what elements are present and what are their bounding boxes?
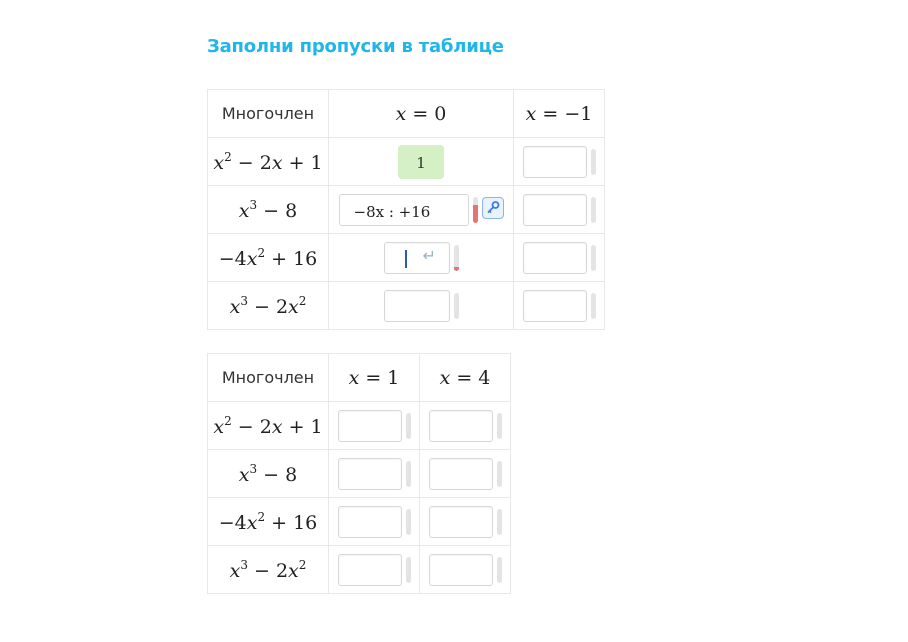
header-xm1-label: x = −1 — [525, 102, 593, 125]
table-row — [208, 282, 605, 330]
header-x0 — [329, 90, 514, 138]
answer-cell — [329, 186, 514, 234]
answer-input[interactable] — [338, 554, 402, 586]
page-title: Заполни пропуски в таблице — [207, 36, 504, 57]
error-status-bar — [473, 197, 478, 223]
polynomial-cell — [208, 498, 329, 546]
answer-cell — [329, 402, 420, 450]
answer-input[interactable] — [384, 290, 450, 322]
table-row — [208, 186, 605, 234]
answer-cell — [514, 234, 605, 282]
input-status-bar — [497, 509, 502, 535]
key-button[interactable] — [482, 197, 504, 219]
table-row — [208, 234, 605, 282]
table-1-header-row — [208, 90, 605, 138]
input-status-bar — [497, 461, 502, 487]
header-x0-label: x = 0 — [395, 102, 447, 125]
table-row — [208, 498, 511, 546]
header-polynomial — [208, 354, 329, 402]
answer-cell — [420, 498, 511, 546]
header-polynomial — [208, 90, 329, 138]
enter-icon[interactable]: ↵ — [422, 245, 436, 265]
polynomial-cell — [208, 138, 329, 186]
input-status-bar — [497, 413, 502, 439]
table-row — [208, 138, 605, 186]
header-xm1 — [514, 90, 605, 138]
header-x4 — [420, 354, 511, 402]
header-x1-label: x = 1 — [348, 366, 400, 389]
answer-cell — [329, 138, 514, 186]
table-1 — [207, 89, 605, 330]
answer-cell — [420, 450, 511, 498]
header-polynomial-label: Многочлен — [221, 104, 315, 123]
answer-input[interactable] — [523, 146, 587, 178]
polynomial-expr: $x^2 - 2x + 1$ — [213, 413, 323, 438]
input-status-bar — [591, 293, 596, 319]
answer-input[interactable] — [338, 410, 402, 442]
answer-input[interactable] — [338, 458, 402, 490]
polynomial-cell — [208, 402, 329, 450]
input-status-bar — [591, 149, 596, 175]
polynomial-expr: $x^2 - 2x + 1$ — [213, 149, 323, 174]
answer-input[interactable] — [523, 194, 587, 226]
input-status-bar — [497, 557, 502, 583]
answer-input[interactable] — [429, 458, 493, 490]
answer-input[interactable] — [429, 506, 493, 538]
answer-input-filled[interactable]: −8x : +16 — [339, 194, 469, 226]
polynomial-expr: $x^3 - 8$ — [238, 461, 298, 486]
answer-input[interactable] — [523, 242, 587, 274]
header-polynomial-label: Многочлен — [221, 368, 315, 387]
input-status-bar — [591, 245, 596, 271]
table-row — [208, 546, 511, 594]
input-status-bar — [454, 293, 459, 319]
answer-input-active[interactable] — [384, 242, 450, 274]
input-status-bar — [406, 509, 411, 535]
polynomial-cell — [208, 546, 329, 594]
answer-input[interactable] — [429, 554, 493, 586]
answer-cell — [514, 282, 605, 330]
polynomial-expr: $x^3 - 8$ — [238, 197, 298, 222]
answer-cell — [329, 234, 514, 282]
polynomial-cell — [208, 450, 329, 498]
polynomial-expr: $x^3 - 2x^2$ — [229, 293, 307, 318]
polynomial-cell — [208, 234, 329, 282]
polynomial-cell — [208, 282, 329, 330]
header-x4-label: x = 4 — [439, 366, 491, 389]
answer-input[interactable] — [429, 410, 493, 442]
header-x1 — [329, 354, 420, 402]
answer-cell — [514, 186, 605, 234]
input-status-bar — [406, 413, 411, 439]
table-2 — [207, 353, 511, 594]
answer-cell — [329, 450, 420, 498]
polynomial-expr: $x^3 - 2x^2$ — [229, 557, 307, 582]
answer-cell — [329, 546, 420, 594]
error-status-bar — [454, 245, 459, 271]
polynomial-cell — [208, 186, 329, 234]
table-row — [208, 402, 511, 450]
key-icon — [483, 198, 503, 218]
answer-cell — [420, 546, 511, 594]
input-status-bar — [406, 557, 411, 583]
answer-cell — [329, 282, 514, 330]
answer-cell — [514, 138, 605, 186]
answer-input[interactable] — [338, 506, 402, 538]
correct-answer: 1 — [398, 145, 444, 179]
table-2-header-row — [208, 354, 511, 402]
table-row — [208, 450, 511, 498]
input-status-bar — [406, 461, 411, 487]
polynomial-expr: $-4x^2 + 16$ — [218, 245, 318, 270]
polynomial-expr: $-4x^2 + 16$ — [218, 509, 318, 534]
answer-input[interactable] — [523, 290, 587, 322]
text-cursor — [405, 250, 407, 268]
answer-cell — [329, 498, 420, 546]
answer-cell — [420, 402, 511, 450]
input-status-bar — [591, 197, 596, 223]
